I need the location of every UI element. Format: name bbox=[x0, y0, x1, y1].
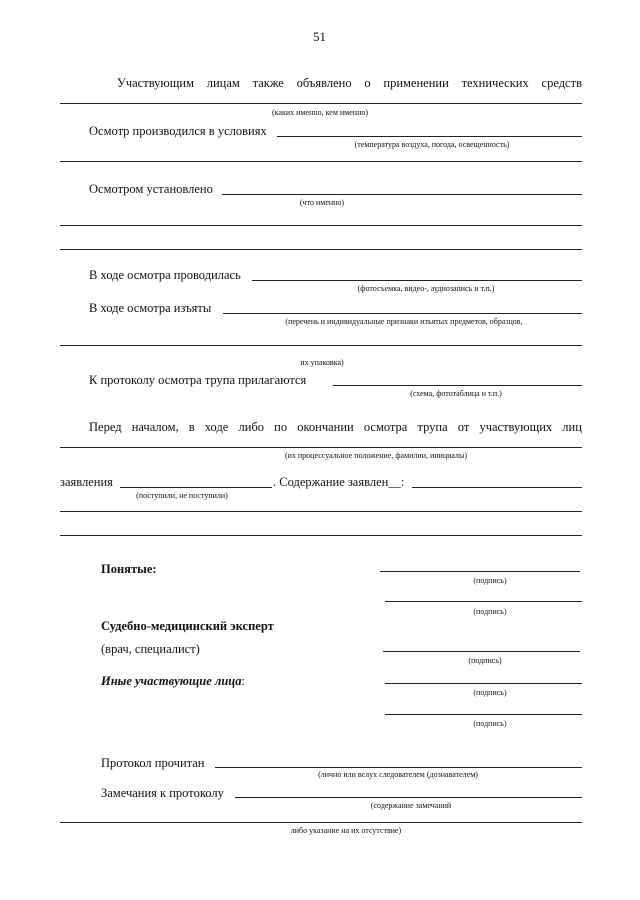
technical-means-word: о bbox=[364, 76, 371, 90]
statement-content-line[interactable] bbox=[412, 487, 582, 488]
technical-means-word: средств bbox=[541, 76, 582, 90]
seized-field-line-2[interactable] bbox=[60, 345, 582, 346]
statement-word: участвующих bbox=[479, 420, 553, 434]
expert-signature-line[interactable] bbox=[383, 651, 580, 652]
participants-field-line[interactable] bbox=[60, 447, 582, 448]
other-1-signature-hint: (подпись) bbox=[473, 688, 507, 697]
statement-content-label: . Содержание заявлен__: bbox=[273, 475, 405, 489]
witness-2-signature-line[interactable] bbox=[385, 601, 582, 602]
remarks-field-line[interactable] bbox=[235, 797, 582, 798]
technical-means-word: применении bbox=[383, 76, 449, 90]
statement-word: осмотра bbox=[363, 420, 408, 434]
hint-conditions: (температура воздуха, погода, освещенность) bbox=[354, 140, 510, 149]
attached-field-line[interactable] bbox=[333, 385, 582, 386]
technical-means-word: объявлено bbox=[296, 76, 352, 90]
statement-word: по bbox=[274, 420, 288, 434]
hint-what: (что именно) bbox=[299, 198, 345, 207]
statement-content-line-2[interactable] bbox=[60, 511, 582, 512]
statement-word: трупа bbox=[417, 420, 448, 434]
witness-2-signature-hint: (подпись) bbox=[473, 607, 507, 616]
statement-word: окончании bbox=[297, 420, 354, 434]
technical-means-word: технических bbox=[461, 76, 529, 90]
technical-means-word: Участвующим bbox=[117, 76, 194, 90]
conducted-field-line[interactable] bbox=[252, 280, 582, 281]
statement-word: в bbox=[188, 420, 195, 434]
expert-signature-hint: (подпись) bbox=[468, 656, 502, 665]
statements-label: заявления bbox=[60, 475, 113, 489]
other-1-signature-line[interactable] bbox=[385, 683, 582, 684]
technical-means-word: лицам bbox=[206, 76, 240, 90]
conditions-field-line[interactable] bbox=[277, 136, 582, 137]
statement-word: Перед bbox=[89, 420, 122, 434]
statements-received-line[interactable] bbox=[120, 487, 272, 488]
statement-word: лиц bbox=[562, 420, 582, 434]
page-number: 51 bbox=[313, 29, 326, 44]
technical-means-sentence bbox=[117, 76, 582, 90]
other-participants-colon: : bbox=[241, 674, 245, 688]
attached-label: К протоколу осмотра трупа прилагаются bbox=[89, 373, 307, 387]
protocol-read-label: Протокол прочитан bbox=[101, 756, 205, 770]
remarks-label: Замечания к протоколу bbox=[101, 786, 224, 800]
established-field-line-2[interactable] bbox=[60, 225, 582, 226]
established-label: Осмотром установлено bbox=[89, 182, 213, 196]
established-field-line[interactable] bbox=[222, 194, 582, 195]
witness-1-signature-hint: (подпись) bbox=[473, 576, 507, 585]
expert-label: Судебно-медицинский эксперт bbox=[101, 619, 274, 633]
hint-received: (поступили, не поступили) bbox=[136, 491, 228, 500]
conditions-label: Осмотр производился в условиях bbox=[89, 124, 267, 138]
expert-sublabel: (врач, специалист) bbox=[101, 642, 200, 656]
seized-field-line[interactable] bbox=[223, 313, 582, 314]
witness-1-signature-line[interactable] bbox=[380, 571, 580, 572]
statement-word: началом, bbox=[131, 420, 179, 434]
hint-read: (лично или вслух следователем (дознавателем) bbox=[318, 770, 478, 779]
hint-seized-2: их упаковка) bbox=[300, 358, 344, 367]
other-participants-text: Иные участвующие лица bbox=[101, 674, 242, 688]
hint-which: (каких именно, кем именно) bbox=[271, 108, 369, 117]
hint-participants: (их процессуальное положение, фамилии, инициалы) bbox=[284, 451, 468, 460]
witnesses-label: Понятые: bbox=[101, 562, 157, 576]
remarks-field-line-2[interactable] bbox=[60, 822, 582, 823]
technical-means-word: также bbox=[252, 76, 284, 90]
protocol-read-line[interactable] bbox=[215, 767, 582, 768]
statement-word: ходе bbox=[204, 420, 229, 434]
hint-absence: либо указание на их отсутствие) bbox=[290, 826, 402, 835]
other-participants-label bbox=[101, 674, 245, 688]
other-2-signature-line[interactable] bbox=[385, 714, 582, 715]
hint-seized-1: (перечень и индивидуальные признаки изъятых предметов, образцов, bbox=[285, 317, 523, 326]
technical-means-line[interactable] bbox=[60, 103, 582, 104]
statement-sentence bbox=[89, 420, 582, 434]
statement-word: от bbox=[457, 420, 470, 434]
hint-remarks: (содержание замечаний bbox=[370, 801, 452, 810]
statement-word: либо bbox=[238, 420, 265, 434]
other-2-signature-hint: (подпись) bbox=[473, 719, 507, 728]
conducted-label: В ходе осмотра проводилась bbox=[89, 268, 241, 282]
conditions-field-line-2[interactable] bbox=[60, 161, 582, 162]
hint-photo: (фотосъемка, видео-, аудиозапись и т.п.) bbox=[357, 284, 495, 293]
hint-attached: (схема, фототаблица и т.п.) bbox=[410, 389, 502, 398]
statement-content-line-3[interactable] bbox=[60, 535, 582, 536]
seized-label: В ходе осмотра изъяты bbox=[89, 301, 212, 315]
established-field-line-3[interactable] bbox=[60, 249, 582, 250]
